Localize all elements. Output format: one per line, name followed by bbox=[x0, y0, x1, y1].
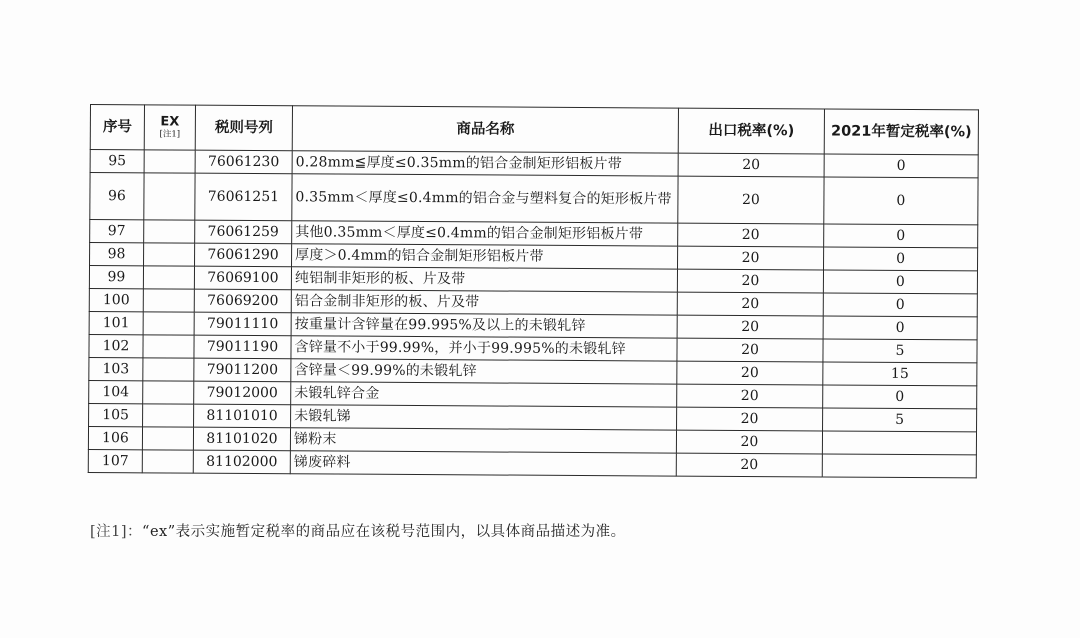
tariff-table bbox=[88, 104, 979, 478]
footnote bbox=[90, 520, 626, 541]
cell-seq: 101 bbox=[89, 311, 143, 334]
cell-ex bbox=[143, 335, 194, 358]
cell-seq: 99 bbox=[89, 266, 143, 289]
cell-ex bbox=[143, 312, 194, 335]
cell-seq: 103 bbox=[89, 357, 143, 380]
cell-export-rate: 20 bbox=[678, 246, 824, 270]
cell-temp-rate: 0 bbox=[823, 316, 977, 340]
cell-export-rate: 20 bbox=[677, 269, 823, 293]
table-body bbox=[88, 150, 978, 478]
cell-seq: 105 bbox=[89, 403, 143, 426]
cell-seq: 98 bbox=[90, 243, 144, 266]
cell-name: 按重量计含锌量在99.995%及以上的未锻轧锌 bbox=[291, 313, 677, 338]
header-temp-rate: 2021年暂定税率(%) bbox=[824, 109, 978, 155]
cell-ex bbox=[144, 150, 195, 173]
header-export-rate: 出口税率(%) bbox=[678, 108, 824, 154]
cell-export-rate: 20 bbox=[678, 223, 824, 247]
cell-ex bbox=[142, 450, 193, 473]
cell-export-rate: 20 bbox=[677, 384, 823, 408]
table-header-row bbox=[90, 105, 978, 155]
cell-code: 76061230 bbox=[195, 150, 292, 174]
cell-seq: 107 bbox=[88, 449, 142, 472]
cell-name: 其他0.35mm＜厚度≤0.4mm的铝合金制矩形铝板片带 bbox=[292, 221, 678, 246]
cell-code: 79011200 bbox=[194, 358, 291, 382]
cell-name: 厚度＞0.4mm的铝合金制矩形铝板片带 bbox=[292, 244, 678, 269]
cell-export-rate: 20 bbox=[678, 176, 824, 224]
cell-ex bbox=[144, 220, 195, 243]
cell-name: 未锻轧锑 bbox=[291, 405, 677, 430]
cell-ex bbox=[143, 381, 194, 404]
cell-temp-rate: 0 bbox=[823, 293, 977, 317]
cell-ex bbox=[144, 243, 195, 266]
cell-name: 0.28mm≦厚度≤0.35mm的铝合金制矩形铝板片带 bbox=[292, 151, 678, 176]
cell-ex bbox=[143, 404, 194, 427]
cell-name: 铝合金制非矩形的板、片及带 bbox=[291, 290, 677, 315]
header-ex bbox=[144, 105, 195, 150]
cell-name: 含锌量＜99.99%的未锻轧锌 bbox=[291, 359, 677, 384]
cell-export-rate: 20 bbox=[677, 407, 823, 431]
cell-name: 纯铝制非矩形的板、片及带 bbox=[291, 267, 677, 292]
header-ex-note: [注1] bbox=[159, 129, 181, 140]
cell-name: 含锌量不小于99.99%，并小于99.995%的未锻轧锌 bbox=[291, 336, 677, 361]
cell-export-rate: 20 bbox=[678, 153, 824, 177]
cell-code: 76069100 bbox=[194, 266, 291, 290]
cell-name: 0.35mm＜厚度≤0.4mm的铝合金与塑料复合的矩形板片带 bbox=[292, 174, 678, 223]
cell-export-rate: 20 bbox=[677, 361, 823, 385]
header-code: 税则号列 bbox=[195, 105, 292, 151]
cell-temp-rate: 0 bbox=[823, 385, 977, 409]
cell-seq: 100 bbox=[89, 288, 143, 311]
cell-seq: 97 bbox=[90, 220, 144, 243]
cell-code: 76061259 bbox=[195, 220, 292, 244]
cell-code: 79011190 bbox=[194, 335, 291, 359]
cell-export-rate: 20 bbox=[676, 453, 822, 477]
footnote-label: [注1]： bbox=[90, 524, 143, 540]
cell-name: 未锻轧锌合金 bbox=[291, 382, 677, 407]
cell-ex bbox=[143, 266, 194, 289]
cell-code: 76061290 bbox=[195, 243, 292, 267]
cell-code: 81101020 bbox=[193, 427, 290, 451]
cell-export-rate: 20 bbox=[677, 292, 823, 316]
cell-code: 79011110 bbox=[194, 312, 291, 336]
cell-temp-rate bbox=[822, 454, 976, 478]
cell-temp-rate: 0 bbox=[823, 270, 977, 294]
cell-name: 锑废碎料 bbox=[290, 451, 676, 476]
cell-temp-rate: 5 bbox=[823, 408, 977, 432]
cell-code: 79012000 bbox=[194, 381, 291, 405]
cell-code: 81101010 bbox=[194, 404, 291, 428]
cell-code: 76061251 bbox=[195, 173, 292, 221]
cell-seq: 96 bbox=[90, 173, 144, 220]
cell-code: 76069200 bbox=[194, 289, 291, 313]
cell-temp-rate bbox=[822, 431, 976, 455]
cell-seq: 95 bbox=[90, 150, 144, 173]
table-row bbox=[90, 173, 978, 225]
cell-export-rate: 20 bbox=[677, 315, 823, 339]
cell-temp-rate: 0 bbox=[823, 247, 977, 271]
cell-temp-rate: 0 bbox=[824, 224, 978, 248]
cell-name: 锑粉末 bbox=[290, 428, 676, 453]
cell-ex bbox=[144, 173, 195, 220]
cell-ex bbox=[143, 289, 194, 312]
table-row bbox=[88, 449, 976, 477]
cell-ex bbox=[143, 358, 194, 381]
cell-temp-rate: 5 bbox=[823, 339, 977, 363]
cell-ex bbox=[142, 427, 193, 450]
cell-export-rate: 20 bbox=[677, 338, 823, 362]
cell-temp-rate: 15 bbox=[823, 362, 977, 386]
cell-seq: 104 bbox=[89, 380, 143, 403]
cell-seq: 102 bbox=[89, 334, 143, 357]
footnote-text: “ex”表示实施暂定税率的商品应在该税号范围内，以具体商品描述为准。 bbox=[142, 524, 626, 540]
cell-temp-rate: 0 bbox=[824, 177, 978, 225]
header-seq: 序号 bbox=[90, 105, 144, 150]
cell-seq: 106 bbox=[88, 426, 142, 449]
cell-code: 81102000 bbox=[193, 450, 290, 474]
cell-export-rate: 20 bbox=[676, 430, 822, 454]
cell-temp-rate: 0 bbox=[824, 154, 978, 178]
header-name: 商品名称 bbox=[292, 106, 678, 153]
header-ex-label: EX bbox=[160, 114, 180, 130]
